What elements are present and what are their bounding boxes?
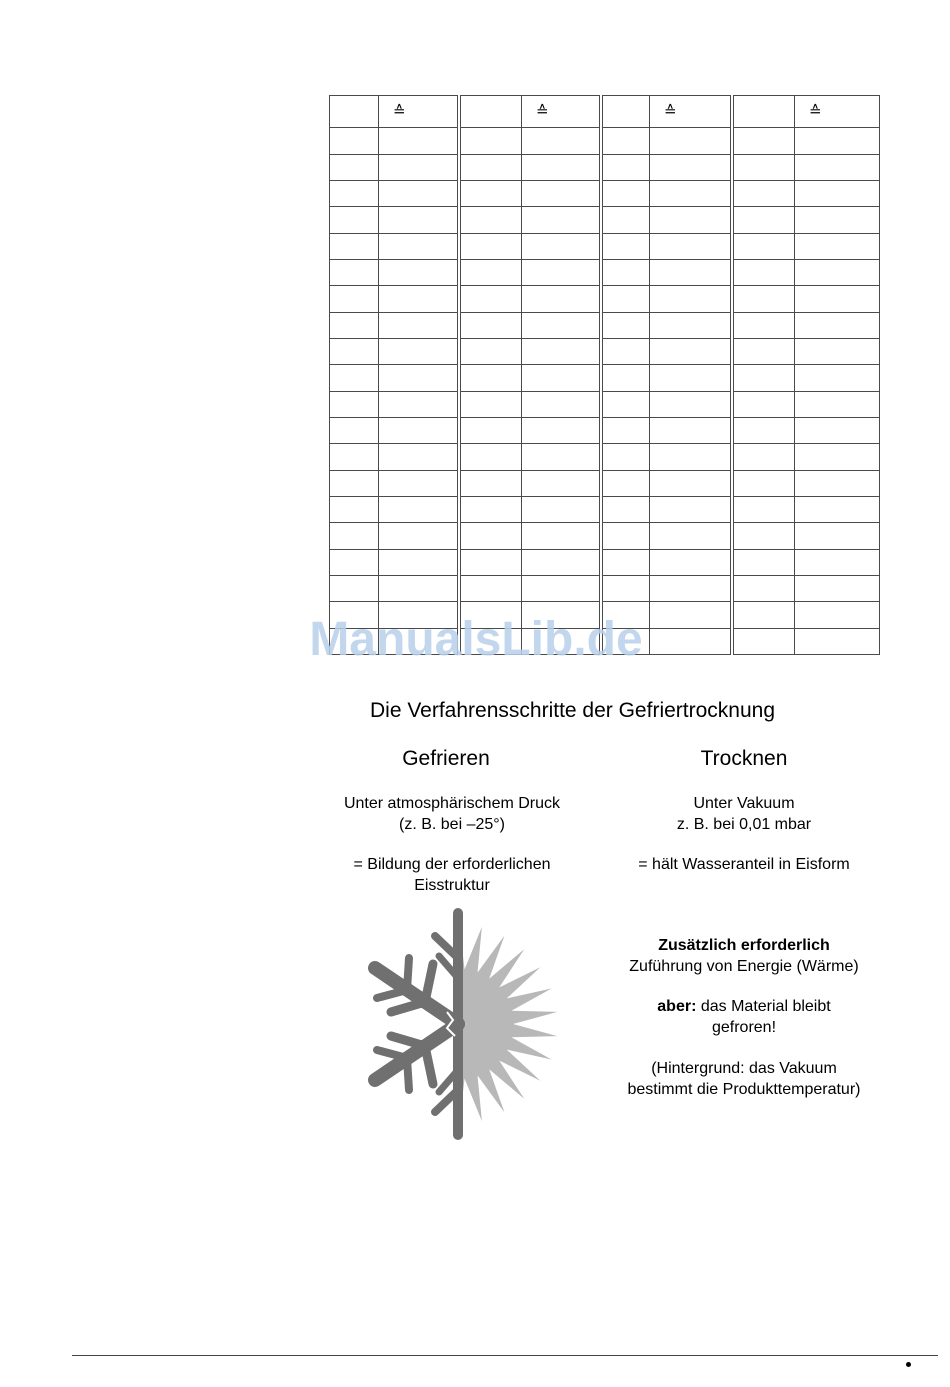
- equivalence-symbol: ≙: [795, 96, 880, 128]
- table-cell: [379, 339, 459, 365]
- table-cell: [732, 207, 795, 233]
- text-line: Unter Vakuum: [693, 795, 795, 812]
- table-cell: [459, 286, 522, 312]
- text-line: = hält Wasseranteil in Eisform: [638, 856, 850, 873]
- table-cell: [522, 207, 601, 233]
- table-cell: [601, 391, 650, 417]
- text-line: (z. B. bei –25°): [399, 815, 505, 833]
- text-line: (Hintergrund: das Vakuum: [651, 1060, 837, 1077]
- table-cell: [379, 312, 459, 338]
- table-row: [330, 575, 880, 601]
- table-cell: [379, 496, 459, 522]
- table-cell: [522, 575, 601, 601]
- table-cell: [459, 523, 522, 549]
- table-cell: [330, 365, 379, 391]
- table-cell: [732, 365, 795, 391]
- table-cell: [795, 602, 880, 628]
- table-cell: [732, 523, 795, 549]
- table-cell: [330, 575, 379, 601]
- table-cell: [379, 128, 459, 154]
- table-cell: [650, 207, 732, 233]
- table-cell: [379, 286, 459, 312]
- table-cell: [795, 549, 880, 575]
- table-cell: [650, 549, 732, 575]
- table-cell: [650, 286, 732, 312]
- footer-rule: [72, 1355, 938, 1356]
- table-cell: [795, 312, 880, 338]
- bold-text: Zusätzlich erforderlich: [658, 937, 830, 954]
- table-cell: [795, 207, 880, 233]
- table-cell: [601, 523, 650, 549]
- table-cell: [650, 181, 732, 207]
- table-cell: [795, 286, 880, 312]
- table-cell: [732, 470, 795, 496]
- table-cell: [795, 233, 880, 259]
- table-cell: [379, 207, 459, 233]
- table-cell: [379, 181, 459, 207]
- table-cell: [330, 391, 379, 417]
- table-row: [330, 365, 880, 391]
- table-cell: [732, 128, 795, 154]
- section-title: Die Verfahrensschritte der Gefriertrocknung: [369, 699, 776, 722]
- table-cell: [330, 470, 379, 496]
- table-cell: [330, 523, 379, 549]
- table-cell: [330, 233, 379, 259]
- table-cell: [732, 575, 795, 601]
- table-cell: [601, 128, 650, 154]
- table-cell: [732, 154, 795, 180]
- table-cell: [330, 418, 379, 444]
- table-cell: [795, 523, 880, 549]
- table-row: [330, 207, 880, 233]
- text-line: Zuführung von Energie (Wärme): [629, 957, 859, 975]
- table-cell: [601, 207, 650, 233]
- table-row: [330, 128, 880, 154]
- table-cell: [459, 444, 522, 470]
- table-cell: [522, 391, 601, 417]
- table-cell: [459, 496, 522, 522]
- table-cell: [330, 286, 379, 312]
- text-line: = Bildung der erforderlichen: [353, 856, 551, 873]
- table-row: [330, 312, 880, 338]
- drying-result: [594, 855, 894, 876]
- table-row: [330, 444, 880, 470]
- table-cell: [650, 339, 732, 365]
- text-line: z. B. bei 0,01 mbar: [676, 815, 812, 833]
- table-cell: [601, 365, 650, 391]
- table-row: [330, 549, 880, 575]
- table-cell: [459, 233, 522, 259]
- table-cell: [732, 418, 795, 444]
- drying-condition: [614, 794, 874, 835]
- table-cell: [650, 523, 732, 549]
- table-cell: [601, 575, 650, 601]
- table-row: [330, 339, 880, 365]
- table-cell: [732, 233, 795, 259]
- table-cell: [601, 181, 650, 207]
- table-cell: [650, 575, 732, 601]
- table-cell: [522, 128, 601, 154]
- table-cell: [650, 496, 732, 522]
- table-cell: [650, 260, 732, 286]
- table-cell: [650, 365, 732, 391]
- column-heading-drying: Trocknen: [700, 747, 788, 770]
- table-cell: [601, 154, 650, 180]
- table-cell: [732, 549, 795, 575]
- table-cell: [379, 523, 459, 549]
- table-cell: [379, 260, 459, 286]
- table-cell: [330, 154, 379, 180]
- table-cell: [522, 181, 601, 207]
- table-cell: [459, 260, 522, 286]
- watermark: ManualsLib.de: [309, 613, 643, 666]
- table-cell: [330, 444, 379, 470]
- table-cell: [379, 549, 459, 575]
- table-cell: [459, 549, 522, 575]
- table-cell: [650, 444, 732, 470]
- table-row: [330, 470, 880, 496]
- table-cell: [795, 181, 880, 207]
- table-cell: [330, 339, 379, 365]
- header-cell: [601, 96, 650, 128]
- table-cell: [330, 496, 379, 522]
- table-cell: [459, 128, 522, 154]
- table-cell: [732, 444, 795, 470]
- freezing-result: [322, 855, 582, 896]
- table-cell: [650, 418, 732, 444]
- table-cell: [522, 444, 601, 470]
- table-cell: [795, 496, 880, 522]
- table-cell: [732, 339, 795, 365]
- table-cell: [379, 154, 459, 180]
- table-cell: [522, 365, 601, 391]
- table-row: [330, 523, 880, 549]
- header-cell: [732, 96, 795, 128]
- table-cell: [330, 312, 379, 338]
- table-cell: [732, 628, 795, 654]
- table-cell: [459, 575, 522, 601]
- table-cell: [795, 365, 880, 391]
- table-cell: [601, 418, 650, 444]
- table-cell: [522, 339, 601, 365]
- table-cell: [732, 286, 795, 312]
- header-cell: [330, 96, 379, 128]
- table-cell: [601, 444, 650, 470]
- table-cell: [795, 391, 880, 417]
- text-fragment: das Material bleibt: [696, 998, 831, 1015]
- snowflake-half-icon: [375, 913, 458, 1135]
- table-row: [330, 233, 880, 259]
- table-cell: [795, 444, 880, 470]
- table-cell: [601, 233, 650, 259]
- table-cell: [795, 339, 880, 365]
- snowflake-sun-icon: [355, 908, 560, 1140]
- table-cell: [795, 128, 880, 154]
- table-cell: [379, 444, 459, 470]
- table-cell: [795, 575, 880, 601]
- table-cell: [379, 470, 459, 496]
- table-cell: [601, 339, 650, 365]
- table-cell: [795, 628, 880, 654]
- table-row: [330, 286, 880, 312]
- table-cell: [795, 154, 880, 180]
- table-row: [330, 418, 880, 444]
- table-cell: [459, 181, 522, 207]
- material-note: [594, 997, 894, 1038]
- table-cell: [601, 496, 650, 522]
- table-cell: [732, 602, 795, 628]
- equivalence-symbol: ≙: [650, 96, 732, 128]
- table-cell: [522, 260, 601, 286]
- table-row: [330, 154, 880, 180]
- table-cell: [650, 470, 732, 496]
- table-cell: [601, 549, 650, 575]
- table-cell: [330, 549, 379, 575]
- table-row: [330, 496, 880, 522]
- table-cell: [459, 365, 522, 391]
- table-cell: [459, 339, 522, 365]
- table-cell: [459, 154, 522, 180]
- table-cell: [601, 286, 650, 312]
- table-cell: [732, 260, 795, 286]
- bold-text: aber:: [657, 998, 697, 1015]
- table-cell: [330, 128, 379, 154]
- sun-half-icon: [458, 914, 557, 1134]
- table-cell: [522, 312, 601, 338]
- table-cell: [522, 470, 601, 496]
- text-line: Unter atmosphärischem Druck: [343, 795, 561, 812]
- table-cell: [795, 470, 880, 496]
- table-cell: [650, 233, 732, 259]
- table-cell: [732, 181, 795, 207]
- table-cell: [522, 523, 601, 549]
- table-cell: [330, 260, 379, 286]
- table-cell: [522, 549, 601, 575]
- table-cell: [650, 154, 732, 180]
- table-cell: [732, 391, 795, 417]
- table-row: [330, 260, 880, 286]
- table-cell: [601, 470, 650, 496]
- table-cell: [379, 418, 459, 444]
- data-grid-table: [329, 95, 880, 655]
- additional-requirement: [594, 936, 894, 977]
- table-cell: [650, 312, 732, 338]
- table-cell: [379, 233, 459, 259]
- table-cell: [379, 365, 459, 391]
- equivalence-symbol: ≙: [522, 96, 601, 128]
- table-cell: [650, 391, 732, 417]
- table-cell: [522, 418, 601, 444]
- table-cell: [795, 260, 880, 286]
- table-cell: [522, 233, 601, 259]
- table-cell: [650, 128, 732, 154]
- table-cell: [795, 418, 880, 444]
- table-cell: [732, 496, 795, 522]
- background-note: [594, 1059, 894, 1100]
- table-cell: [379, 575, 459, 601]
- table-cell: [459, 418, 522, 444]
- table-cell: [522, 154, 601, 180]
- table-cell: [601, 312, 650, 338]
- table-row: [330, 181, 880, 207]
- table-cell: [459, 470, 522, 496]
- table-cell: [379, 391, 459, 417]
- text-line: Eisstruktur: [414, 876, 490, 894]
- table-header-row: [330, 96, 880, 128]
- text-line: bestimmt die Produkttemperatur): [627, 1080, 861, 1098]
- table-row: [330, 391, 880, 417]
- text-line: gefroren!: [711, 1018, 777, 1036]
- table-cell: [522, 496, 601, 522]
- table-cell: [330, 181, 379, 207]
- column-heading-freezing: Gefrieren: [402, 747, 490, 770]
- table-cell: [732, 312, 795, 338]
- table-cell: [459, 207, 522, 233]
- table-cell: [522, 286, 601, 312]
- equivalence-symbol: ≙: [379, 96, 459, 128]
- table-cell: [601, 260, 650, 286]
- table-cell: [459, 312, 522, 338]
- freezing-condition: [312, 794, 592, 835]
- footer-bullet: [906, 1362, 911, 1367]
- table-cell: [330, 207, 379, 233]
- table-cell: [459, 391, 522, 417]
- header-cell: [459, 96, 522, 128]
